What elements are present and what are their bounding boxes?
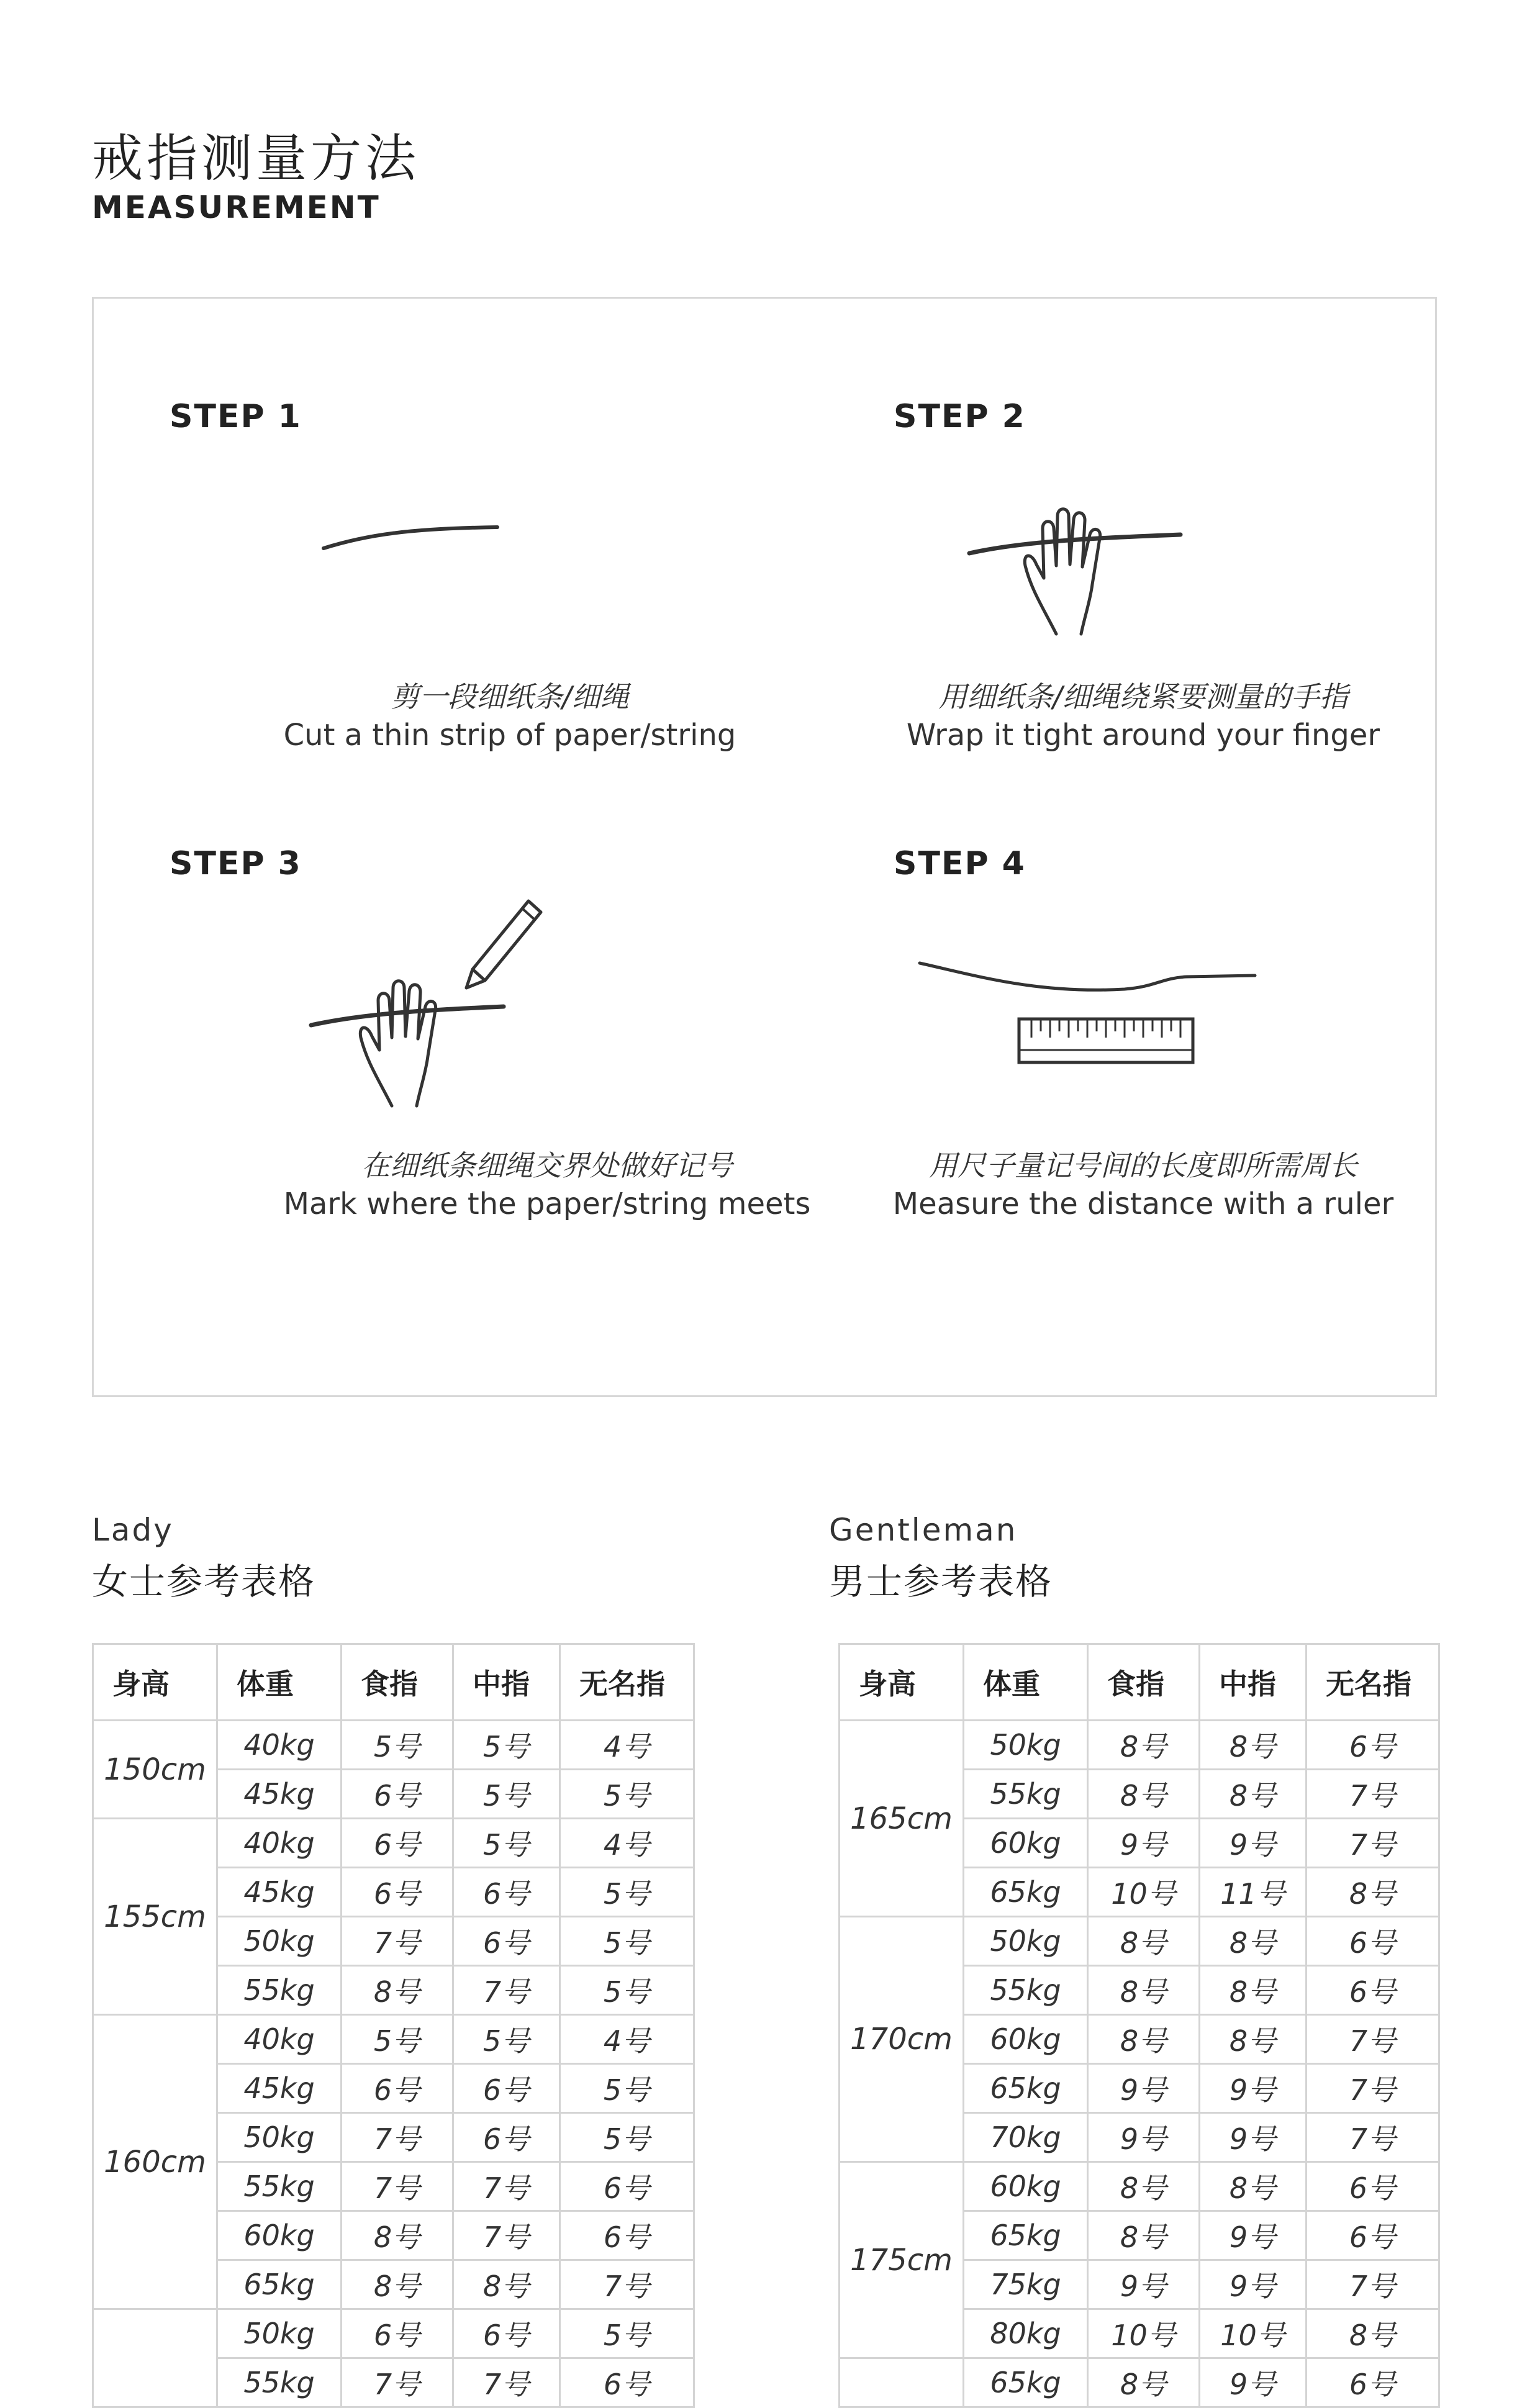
column-header: 中指 [453, 1644, 560, 1721]
size-cell: 8号 [1200, 2162, 1307, 2211]
column-header: 无名指 [1307, 1644, 1439, 1721]
paper-strip-icon [317, 510, 504, 559]
page-title-cn: 戒指测量方法 [92, 129, 420, 188]
size-cell: 7号 [1307, 2015, 1439, 2064]
weight-cell: 65kg [964, 1868, 1088, 1917]
height-cell: 160cm [93, 2015, 217, 2309]
height-cell: 150cm [93, 1721, 217, 1819]
table-row [840, 2358, 1439, 2407]
size-cell: 8号 [1307, 1868, 1439, 1917]
size-cell: 9号 [1088, 2064, 1200, 2113]
size-cell: 8号 [1088, 1917, 1200, 1966]
size-cell: 5号 [560, 1966, 694, 2015]
weight-cell: 45kg [217, 1770, 342, 1819]
table-row [93, 1819, 694, 1868]
size-cell: 7号 [453, 2162, 560, 2211]
size-cell: 10号 [1088, 1868, 1200, 1917]
weight-cell: 70kg [964, 2113, 1088, 2162]
weight-cell: 55kg [964, 1966, 1088, 2015]
size-cell: 8号 [1088, 2015, 1200, 2064]
size-cell: 8号 [1200, 2015, 1307, 2064]
size-cell: 6号 [453, 1868, 560, 1917]
step-2-en: Wrap it tight around your finger [906, 718, 1380, 753]
weight-cell: 55kg [217, 1966, 342, 2015]
size-cell: 5号 [453, 2015, 560, 2064]
size-cell: 7号 [453, 1966, 560, 2015]
size-cell: 8号 [1088, 1721, 1200, 1770]
step-4-label: STEP 4 [894, 845, 1026, 882]
table-header-row [840, 1644, 1439, 1721]
hand-wrap-icon [963, 485, 1187, 646]
step-4-en: Measure the distance with a ruler [892, 1187, 1394, 1221]
size-cell: 6号 [342, 1819, 453, 1868]
size-cell: 8号 [1088, 2358, 1200, 2407]
weight-cell: 80kg [964, 2309, 1088, 2358]
size-cell: 4号 [560, 1819, 694, 1868]
table-row [93, 1721, 694, 1770]
size-cell: 8号 [453, 2260, 560, 2309]
step-1-label: STEP 1 [170, 398, 302, 435]
size-cell: 5号 [560, 1770, 694, 1819]
size-cell: 8号 [342, 2260, 453, 2309]
hand-pen-icon [299, 882, 559, 1118]
gentleman-title-cn: 男士参考表格 [829, 1560, 1053, 1603]
size-cell: 5号 [560, 2309, 694, 2358]
size-cell: 10号 [1088, 2309, 1200, 2358]
weight-cell: 60kg [964, 1819, 1088, 1868]
weight-cell: 40kg [217, 1819, 342, 1868]
size-cell: 6号 [453, 2113, 560, 2162]
gentleman-size-table [838, 1643, 1440, 2408]
size-cell: 6号 [560, 2358, 694, 2407]
table-row [840, 2162, 1439, 2211]
size-cell: 7号 [342, 2162, 453, 2211]
step-3-en: Mark where the paper/string meets [283, 1187, 811, 1221]
size-cell: 5号 [560, 2064, 694, 2113]
step-3-label: STEP 3 [170, 845, 302, 882]
table-row [840, 1917, 1439, 1966]
gentleman-title-en: Gentleman [829, 1512, 1018, 1548]
height-cell [93, 2309, 217, 2407]
size-cell: 5号 [453, 1770, 560, 1819]
ruler-icon [913, 951, 1261, 1093]
size-cell: 6号 [342, 2064, 453, 2113]
steps-panel [92, 297, 1437, 1397]
size-cell: 10号 [1200, 2309, 1307, 2358]
step-4-cn: 用尺子量记号间的长度即所需周长 [929, 1149, 1357, 1182]
size-cell: 11号 [1200, 1868, 1307, 1917]
weight-cell: 45kg [217, 2064, 342, 2113]
size-cell: 6号 [342, 1868, 453, 1917]
size-cell: 6号 [453, 2309, 560, 2358]
table-row [93, 2309, 694, 2358]
column-header: 身高 [93, 1644, 217, 1721]
size-cell: 7号 [342, 2358, 453, 2407]
table-row [840, 1721, 1439, 1770]
size-cell: 5号 [560, 1917, 694, 1966]
weight-cell: 50kg [964, 1721, 1088, 1770]
size-cell: 5号 [560, 2113, 694, 2162]
size-cell: 6号 [1307, 2211, 1439, 2260]
size-cell: 7号 [560, 2260, 694, 2309]
column-header: 无名指 [560, 1644, 694, 1721]
size-cell: 5号 [560, 1868, 694, 1917]
size-cell: 6号 [453, 1917, 560, 1966]
step-2-label: STEP 2 [894, 398, 1026, 435]
step-2-cn: 用细纸条/细绳绕紧要测量的手指 [938, 680, 1348, 713]
size-cell: 7号 [1307, 2260, 1439, 2309]
weight-cell: 65kg [964, 2358, 1088, 2407]
weight-cell: 40kg [217, 2015, 342, 2064]
size-cell: 7号 [1307, 2113, 1439, 2162]
weight-cell: 55kg [217, 2358, 342, 2407]
size-cell: 7号 [453, 2358, 560, 2407]
size-cell: 4号 [560, 1721, 694, 1770]
size-cell: 4号 [560, 2015, 694, 2064]
size-cell: 9号 [1088, 1819, 1200, 1868]
column-header: 食指 [1088, 1644, 1200, 1721]
size-cell: 8号 [1200, 1721, 1307, 1770]
size-cell: 8号 [342, 2211, 453, 2260]
size-cell: 9号 [1200, 1819, 1307, 1868]
size-cell: 8号 [1088, 1966, 1200, 2015]
size-cell: 6号 [342, 1770, 453, 1819]
size-cell: 6号 [453, 2064, 560, 2113]
column-header: 食指 [342, 1644, 453, 1721]
weight-cell: 50kg [217, 2113, 342, 2162]
height-cell: 165cm [840, 1721, 964, 1917]
weight-cell: 60kg [964, 2015, 1088, 2064]
lady-size-table [92, 1643, 695, 2408]
size-cell: 9号 [1200, 2358, 1307, 2407]
weight-cell: 45kg [217, 1868, 342, 1917]
size-cell: 6号 [1307, 2358, 1439, 2407]
size-cell: 8号 [1307, 2309, 1439, 2358]
step-1-en: Cut a thin strip of paper/string [283, 718, 736, 753]
size-cell: 7号 [453, 2211, 560, 2260]
weight-cell: 50kg [964, 1917, 1088, 1966]
weight-cell: 50kg [217, 1917, 342, 1966]
column-header: 身高 [840, 1644, 964, 1721]
size-cell: 6号 [1307, 1721, 1439, 1770]
size-cell: 8号 [342, 1966, 453, 2015]
table-row [93, 2015, 694, 2064]
weight-cell: 40kg [217, 1721, 342, 1770]
size-cell: 6号 [1307, 1966, 1439, 2015]
size-cell: 8号 [1200, 1770, 1307, 1819]
size-cell: 6号 [560, 2211, 694, 2260]
size-cell: 5号 [453, 1819, 560, 1868]
size-cell: 5号 [342, 2015, 453, 2064]
column-header: 中指 [1200, 1644, 1307, 1721]
size-cell: 9号 [1200, 2113, 1307, 2162]
height-cell: 170cm [840, 1917, 964, 2162]
size-cell: 9号 [1200, 2260, 1307, 2309]
size-cell: 9号 [1200, 2064, 1307, 2113]
page-title-en: MEASUREMENT [92, 189, 381, 225]
weight-cell: 65kg [217, 2260, 342, 2309]
step-1-cn: 剪一段细纸条/细绳 [391, 680, 629, 713]
size-cell: 9号 [1088, 2260, 1200, 2309]
size-cell: 8号 [1088, 1770, 1200, 1819]
height-cell [840, 2358, 964, 2407]
weight-cell: 75kg [964, 2260, 1088, 2309]
weight-cell: 55kg [964, 1770, 1088, 1819]
height-cell: 155cm [93, 1819, 217, 2015]
weight-cell: 65kg [964, 2211, 1088, 2260]
size-cell: 8号 [1088, 2162, 1200, 2211]
size-cell: 7号 [1307, 2064, 1439, 2113]
table-header-row [93, 1644, 694, 1721]
size-cell: 5号 [453, 1721, 560, 1770]
size-cell: 9号 [1088, 2113, 1200, 2162]
size-cell: 6号 [560, 2162, 694, 2211]
size-cell: 6号 [342, 2309, 453, 2358]
size-cell: 6号 [1307, 1917, 1439, 1966]
size-cell: 7号 [342, 1917, 453, 1966]
size-cell: 6号 [1307, 2162, 1439, 2211]
weight-cell: 65kg [964, 2064, 1088, 2113]
size-cell: 7号 [342, 2113, 453, 2162]
size-cell: 8号 [1200, 1966, 1307, 2015]
weight-cell: 55kg [217, 2162, 342, 2211]
weight-cell: 50kg [217, 2309, 342, 2358]
size-cell: 7号 [1307, 1819, 1439, 1868]
column-header: 体重 [217, 1644, 342, 1721]
height-cell: 175cm [840, 2162, 964, 2358]
size-cell: 8号 [1088, 2211, 1200, 2260]
size-cell: 9号 [1200, 2211, 1307, 2260]
step-3-cn: 在细纸条细绳交界处做好记号 [361, 1149, 733, 1182]
column-header: 体重 [964, 1644, 1088, 1721]
lady-title-en: Lady [92, 1512, 174, 1548]
lady-title-cn: 女士参考表格 [92, 1560, 316, 1603]
weight-cell: 60kg [217, 2211, 342, 2260]
weight-cell: 60kg [964, 2162, 1088, 2211]
size-cell: 7号 [1307, 1770, 1439, 1819]
size-cell: 8号 [1200, 1917, 1307, 1966]
size-cell: 5号 [342, 1721, 453, 1770]
